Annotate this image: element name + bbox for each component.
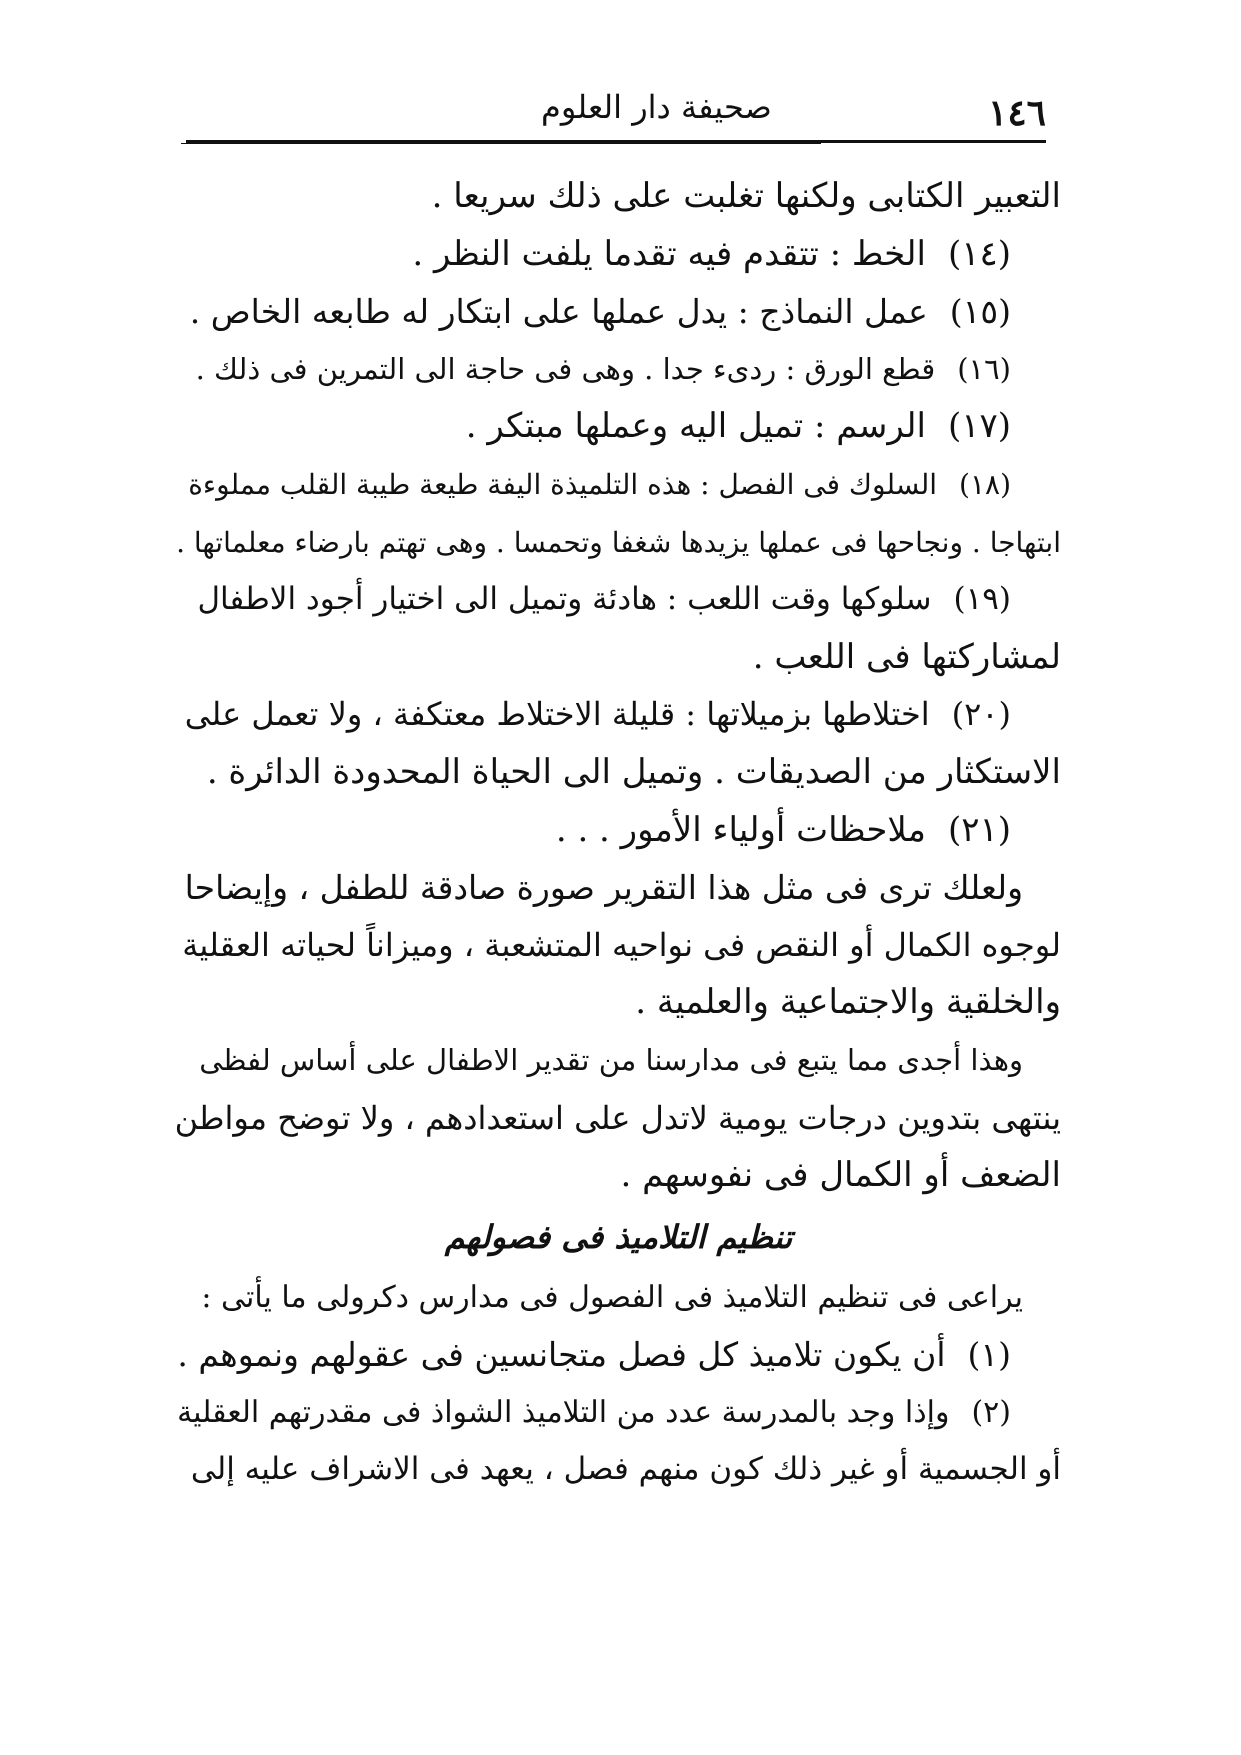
paragraph-line: وهذا أجدى مما يتبع فى مدارسنا من تقدير الاطفال على أساس لفظى — [199, 1042, 1023, 1077]
item-text: سلوكها وقت اللعب : هادئة وتميل الى اختيار أجود الاطفال — [197, 581, 932, 618]
section-heading: تنظيم التلاميذ فى فصولهم — [444, 1217, 793, 1256]
item-text: أن يكون تلاميذ كل فصل متجانسين فى عقولهم ونموهم . — [177, 1335, 946, 1375]
list-item — [176, 456, 1061, 514]
paragraph-line: والخلقية والاجتماعية والعلمية . — [635, 982, 1061, 1023]
list-item — [176, 1384, 1061, 1442]
paragraph-line: ولعلك ترى فى مثل هذا التقرير صورة صادقة للطفل ، وإيضاحا — [184, 868, 1023, 908]
item-text: عمل النماذج : يدل عملها على ابتكار له طابعه الخاص . — [189, 292, 928, 332]
page-header — [206, 82, 1056, 132]
list-item — [176, 571, 1061, 629]
item-number: (١) — [967, 1335, 1011, 1375]
running-title: صحيفة دار العلوم — [541, 88, 772, 126]
item-number: (١٤) — [947, 233, 1011, 274]
header-rule-thin — [181, 143, 821, 144]
list-item — [176, 226, 1061, 284]
list-item — [176, 1326, 1061, 1384]
item-text: ملاحظات أولياء الأمور . . . — [555, 809, 926, 850]
list-item — [176, 686, 1061, 744]
list-item — [176, 283, 1061, 341]
list-item — [176, 341, 1061, 399]
item-number: (٢١) — [947, 809, 1011, 850]
item-text: وإذا وجد بالمدرسة عدد من التلاميذ الشواذ فى مقدرتهم العقلية — [177, 1394, 950, 1430]
item-number: (١٧) — [947, 406, 1011, 447]
paragraph-line: يراعى فى تنظيم التلاميذ فى الفصول فى مدارس دكرولى ما يأتى : — [201, 1279, 1023, 1315]
text-line: الاستكثار من الصديقات . وتميل الى الحياة المحدودة الدائرة . — [206, 751, 1061, 792]
text-line: أو الجسمية أو غير ذلك كون منهم فصل ، يعهد فى الاشراف عليه إلى — [190, 1451, 1061, 1488]
body-text — [176, 168, 1061, 1499]
item-number: (٢٠) — [951, 695, 1011, 734]
paragraph-line: الضعف أو الكمال فى نفوسهم . — [620, 1155, 1061, 1196]
text-line: ابتهاجا . ونجاحها فى عملها يزيدها شغفا وتحمسا . وهى تهتم بارضاء معلماتها . — [176, 525, 1061, 559]
item-number: (١٨) — [959, 467, 1011, 501]
text-line: التعبير الكتابى ولكنها تغلبت على ذلك سريعا . — [431, 176, 1061, 216]
item-text: اختلاطها بزميلاتها : قليلة الاختلاط معتكفة ، ولا تعمل على — [184, 695, 930, 734]
item-number: (٢) — [971, 1394, 1011, 1430]
item-number: (١٦) — [957, 351, 1011, 386]
item-text: قطع الورق : ردىء جدا . وهى فى حاجة الى التمرين فى ذلك . — [195, 351, 936, 386]
paragraph-line: لوجوه الكمال أو النقص فى نواحيه المتشعبة ، وميزاناً لحياته العقلية — [182, 925, 1061, 964]
text-line: لمشاركتها فى اللعب . — [752, 636, 1061, 677]
item-number: (١٩) — [953, 581, 1011, 618]
item-text: الخط : تتقدم فيه تقدما يلفت النظر . — [412, 233, 926, 274]
item-number: (١٥) — [949, 292, 1011, 332]
list-item — [176, 398, 1061, 456]
item-text: السلوك فى الفصل : هذه التلميذة اليفة طيعة طيبة القلب مملوءة — [188, 467, 938, 501]
page-number: ١٤٦ — [987, 92, 1046, 134]
item-text: الرسم : تميل اليه وعملها مبتكر . — [465, 406, 926, 447]
list-item — [176, 802, 1061, 860]
paragraph-line: ينتهى بتدوين درجات يومية لاتدل على استعدادهم ، ولا توضح مواطن — [174, 1098, 1061, 1137]
